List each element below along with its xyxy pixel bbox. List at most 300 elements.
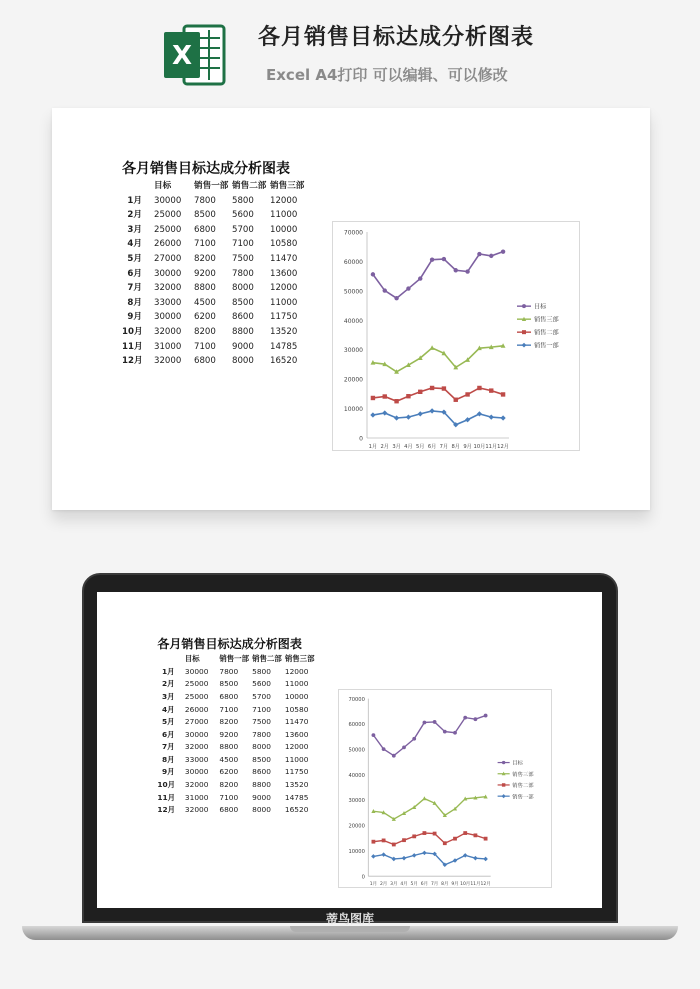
data-point <box>394 399 398 403</box>
data-point <box>382 748 386 752</box>
y-tick-label: 10000 <box>348 849 366 856</box>
data-point <box>477 252 481 256</box>
value-cell: 26000 <box>184 704 209 714</box>
month-cell: 4月 <box>162 704 175 714</box>
value-cell: 7100 <box>232 239 254 250</box>
x-tick-label: 1月 <box>370 882 378 888</box>
y-tick-label: 40000 <box>343 317 363 325</box>
value-cell: 13600 <box>284 729 309 739</box>
table-row <box>157 804 314 817</box>
x-tick-label: 8月 <box>451 444 460 450</box>
value-cell: 8000 <box>232 283 254 294</box>
value-cell: 14785 <box>270 341 298 352</box>
data-point <box>394 296 398 300</box>
page-title: 各月销售目标达成分析图表 <box>258 25 535 50</box>
laptop-brand-label: 蒂鸟图库 <box>325 912 374 926</box>
data-point <box>484 714 488 718</box>
data-point <box>474 718 478 722</box>
x-tick-label: 1月 <box>368 444 378 450</box>
data-point <box>453 859 458 864</box>
data-point <box>413 835 417 839</box>
month-cell: 1月 <box>127 195 142 206</box>
data-point <box>484 837 488 841</box>
value-cell: 8200 <box>194 327 216 337</box>
value-cell: 7100 <box>194 341 216 352</box>
data-point <box>423 721 427 725</box>
column-header: 销售一部 <box>219 654 249 664</box>
table-row <box>157 678 314 691</box>
y-tick-label: 50000 <box>348 747 366 754</box>
table-row <box>157 792 314 805</box>
value-cell: 9000 <box>252 792 271 802</box>
data-point <box>442 386 446 390</box>
value-cell: 8500 <box>252 754 271 764</box>
month-cell: 7月 <box>127 283 142 294</box>
top-line-chart <box>332 221 580 451</box>
value-cell: 16520 <box>270 356 298 367</box>
column-header: 销售三部 <box>284 654 315 664</box>
data-point <box>430 386 434 390</box>
value-cell: 7800 <box>194 195 216 206</box>
data-point <box>406 414 411 419</box>
svg-text:X: X <box>171 41 193 71</box>
data-point <box>418 276 422 280</box>
value-cell: 8200 <box>219 717 239 727</box>
legend-marker <box>502 761 505 764</box>
laptop-screen <box>97 592 602 908</box>
table-row <box>157 754 314 767</box>
y-tick-label: 60000 <box>343 258 363 266</box>
value-cell: 4500 <box>219 754 239 764</box>
legend-marker <box>502 784 505 787</box>
x-tick-label: 7月 <box>431 882 439 888</box>
table-header-row <box>157 653 314 666</box>
data-point <box>430 257 434 261</box>
x-tick-label: 11月 <box>470 882 481 888</box>
x-tick-label: 10月 <box>473 444 486 450</box>
value-cell: 6800 <box>194 356 216 367</box>
value-cell: 12000 <box>284 666 309 676</box>
value-cell: 33000 <box>154 297 182 308</box>
header-corner <box>122 179 150 194</box>
legend-label: 销售一部 <box>512 794 534 801</box>
data-point <box>433 832 437 836</box>
data-point <box>489 414 494 419</box>
x-tick-label: 11月 <box>485 444 498 450</box>
legend-label: 销售三部 <box>534 316 559 324</box>
value-cell: 33000 <box>184 754 209 764</box>
data-point <box>430 345 435 350</box>
value-cell: 5800 <box>252 666 271 676</box>
value-cell: 8800 <box>219 742 239 752</box>
value-cell: 31000 <box>184 792 209 802</box>
y-tick-label: 0 <box>361 874 366 881</box>
sheet-preview <box>52 108 650 510</box>
value-cell: 5600 <box>232 210 254 221</box>
value-cell: 32000 <box>184 742 209 752</box>
data-point <box>433 720 437 724</box>
x-tick-label: 12月 <box>497 444 509 450</box>
y-tick-label: 70000 <box>348 697 366 704</box>
value-cell: 5800 <box>232 195 254 206</box>
month-cell: 3月 <box>162 691 175 701</box>
table-row <box>122 208 304 223</box>
month-cell: 12月 <box>122 356 143 367</box>
series-line <box>373 252 503 299</box>
value-cell: 25000 <box>154 224 182 235</box>
x-tick-label: 6月 <box>421 882 429 888</box>
month-cell: 7月 <box>162 742 175 752</box>
month-cell: 3月 <box>127 224 142 235</box>
data-point <box>443 730 447 734</box>
month-cell: 2月 <box>162 679 175 689</box>
value-cell: 13520 <box>270 327 298 337</box>
table-row <box>122 296 304 311</box>
value-cell: 8500 <box>219 679 239 689</box>
value-cell: 31000 <box>154 341 182 352</box>
data-point <box>463 854 468 859</box>
data-point <box>382 410 387 415</box>
data-point <box>406 286 410 290</box>
table-header-row <box>122 179 304 194</box>
table-row <box>122 194 304 209</box>
table-row <box>157 666 314 679</box>
column-header: 销售二部 <box>252 654 282 664</box>
legend-marker <box>522 330 526 334</box>
data-point <box>402 746 406 750</box>
value-cell: 30000 <box>184 767 209 777</box>
table-row <box>122 223 304 238</box>
x-tick-label: 3月 <box>392 444 401 450</box>
data-point <box>477 411 482 416</box>
legend-marker <box>522 304 526 308</box>
laptop-notch <box>290 926 410 932</box>
value-cell: 32000 <box>154 283 182 294</box>
value-cell: 8800 <box>252 780 271 790</box>
x-tick-label: 6月 <box>427 444 437 450</box>
data-point <box>372 734 376 738</box>
value-cell: 7800 <box>252 729 271 739</box>
value-cell: 13520 <box>284 780 309 790</box>
x-tick-label: 5月 <box>416 444 425 450</box>
data-point <box>394 415 399 420</box>
data-point <box>371 272 375 276</box>
table-row <box>157 741 314 754</box>
value-cell: 7500 <box>252 717 271 727</box>
x-tick-label: 10月 <box>460 882 471 888</box>
y-tick-label: 60000 <box>348 722 366 729</box>
month-cell: 11月 <box>122 341 143 352</box>
month-cell: 11月 <box>157 792 176 802</box>
value-cell: 7100 <box>252 704 271 714</box>
data-point <box>465 269 469 273</box>
data-point <box>412 854 417 859</box>
value-cell: 30000 <box>184 666 209 676</box>
value-cell: 25000 <box>184 679 209 689</box>
value-cell: 7100 <box>219 704 239 714</box>
value-cell: 6200 <box>219 767 239 777</box>
month-cell: 9月 <box>127 312 142 323</box>
y-tick-label: 30000 <box>348 798 366 805</box>
value-cell: 11000 <box>284 679 309 689</box>
data-point <box>392 754 396 758</box>
month-cell: 10月 <box>157 780 176 790</box>
legend-label: 销售二部 <box>512 783 534 790</box>
table-row <box>122 252 304 267</box>
legend-label: 目标 <box>512 761 524 768</box>
value-cell: 11470 <box>270 254 298 264</box>
data-point <box>418 411 423 416</box>
data-point <box>413 737 417 741</box>
x-tick-label: 4月 <box>404 444 413 450</box>
data-point <box>383 394 387 398</box>
value-cell: 8200 <box>219 780 239 790</box>
value-cell: 11750 <box>270 312 298 323</box>
table-row <box>122 340 304 355</box>
month-cell: 8月 <box>162 754 175 764</box>
value-cell: 25000 <box>184 691 209 701</box>
month-cell: 5月 <box>162 717 175 727</box>
data-point <box>418 390 422 394</box>
value-cell: 30000 <box>184 729 209 739</box>
value-cell: 6200 <box>194 312 216 323</box>
table-row <box>157 766 314 779</box>
data-point <box>484 857 489 862</box>
value-cell: 13600 <box>270 268 298 279</box>
value-cell: 32000 <box>184 805 209 815</box>
column-header: 目标 <box>154 181 172 191</box>
series-line <box>374 716 486 756</box>
y-tick-label: 40000 <box>348 773 366 780</box>
y-tick-label: 0 <box>359 435 363 443</box>
value-cell: 6800 <box>219 805 239 815</box>
page-subtitle: Excel A4打印 可以编辑、可以修改 <box>266 66 508 84</box>
month-cell: 6月 <box>162 729 175 739</box>
month-cell: 12月 <box>157 805 176 815</box>
table-row <box>122 237 304 252</box>
value-cell: 11470 <box>284 717 309 727</box>
value-cell: 14785 <box>284 792 309 802</box>
month-cell: 10月 <box>122 327 143 337</box>
value-cell: 27000 <box>184 717 209 727</box>
data-point <box>501 392 505 396</box>
value-cell: 9200 <box>194 268 216 279</box>
x-tick-label: 7月 <box>439 444 449 450</box>
value-cell: 5600 <box>252 679 271 689</box>
data-point <box>464 832 468 836</box>
series-line <box>374 853 486 865</box>
value-cell: 6800 <box>219 691 239 701</box>
data-point <box>500 415 505 420</box>
value-cell: 8000 <box>252 805 271 815</box>
data-point <box>477 386 481 390</box>
data-point <box>474 834 478 838</box>
data-point <box>489 388 493 392</box>
data-point <box>372 840 376 844</box>
series-line <box>373 388 503 401</box>
data-point <box>453 837 457 841</box>
x-tick-label: 4月 <box>400 882 409 888</box>
value-cell: 8600 <box>232 312 254 323</box>
value-cell: 32000 <box>154 327 182 337</box>
data-point <box>454 398 458 402</box>
data-point <box>442 257 446 261</box>
value-cell: 25000 <box>154 210 182 221</box>
data-point <box>501 249 505 253</box>
column-header: 销售三部 <box>270 181 305 191</box>
value-cell: 6800 <box>194 224 216 235</box>
y-tick-label: 30000 <box>343 347 363 355</box>
data-point <box>370 412 375 417</box>
data-point <box>489 254 493 258</box>
value-cell: 7100 <box>194 239 216 250</box>
data-point <box>422 851 427 856</box>
month-cell: 4月 <box>127 239 142 250</box>
top-chart-svg <box>333 222 581 452</box>
value-cell: 11000 <box>270 297 298 308</box>
legend-marker <box>522 343 527 348</box>
value-cell: 26000 <box>154 239 182 250</box>
y-tick-label: 10000 <box>343 406 363 414</box>
data-point <box>423 797 427 801</box>
value-cell: 11000 <box>270 210 298 221</box>
value-cell: 11000 <box>284 754 309 764</box>
table-row <box>157 729 314 742</box>
value-cell: 16520 <box>284 805 309 815</box>
month-cell: 8月 <box>127 297 142 308</box>
value-cell: 12000 <box>270 195 298 206</box>
data-point <box>454 268 458 272</box>
value-cell: 7800 <box>219 666 239 676</box>
x-tick-label: 2月 <box>380 444 389 450</box>
table-row <box>157 691 314 704</box>
value-cell: 8500 <box>194 210 216 221</box>
value-cell: 9200 <box>219 729 239 739</box>
series-line <box>374 833 486 844</box>
month-cell: 2月 <box>127 210 142 221</box>
value-cell: 8500 <box>232 297 254 308</box>
value-cell: 7800 <box>232 268 254 279</box>
series-line <box>373 411 503 425</box>
value-cell: 8200 <box>194 254 216 264</box>
data-point <box>392 857 397 862</box>
legend-marker <box>502 794 506 798</box>
x-tick-label: 8月 <box>441 882 449 888</box>
value-cell: 5700 <box>252 691 271 701</box>
legend-label: 销售一部 <box>534 342 559 350</box>
laptop-sheet-title: 各月销售目标达成分析图表 <box>157 637 302 652</box>
table-row <box>122 325 304 340</box>
month-cell: 1月 <box>162 666 175 676</box>
table-row <box>122 354 304 369</box>
data-point <box>423 832 427 836</box>
value-cell: 10580 <box>270 239 298 250</box>
value-cell: 8000 <box>232 356 254 367</box>
table-row <box>122 310 304 325</box>
month-cell: 6月 <box>127 268 142 279</box>
x-tick-label: 5月 <box>410 882 419 888</box>
data-point <box>465 417 470 422</box>
data-point <box>429 408 434 413</box>
table-row <box>122 281 304 296</box>
table-row <box>122 267 304 282</box>
value-cell: 7500 <box>232 254 254 264</box>
value-cell: 4500 <box>194 297 216 308</box>
value-cell: 12000 <box>284 742 309 752</box>
month-cell: 9月 <box>162 767 175 777</box>
data-point <box>392 843 396 847</box>
x-tick-label: 9月 <box>463 444 472 450</box>
value-cell: 9000 <box>232 341 254 352</box>
data-point <box>402 856 407 861</box>
column-header: 目标 <box>184 654 200 664</box>
x-tick-label: 3月 <box>390 882 398 888</box>
data-point <box>453 731 457 735</box>
month-cell: 5月 <box>127 254 142 264</box>
data-point <box>382 853 387 858</box>
data-point <box>465 392 469 396</box>
x-tick-label: 9月 <box>451 882 460 888</box>
laptop-line-chart <box>338 689 552 887</box>
data-point <box>382 839 386 843</box>
x-tick-label: 12月 <box>480 882 492 888</box>
y-tick-label: 20000 <box>343 376 363 384</box>
value-cell: 12000 <box>270 283 298 294</box>
value-cell: 27000 <box>154 254 182 264</box>
data-point <box>464 716 468 720</box>
data-point <box>473 856 478 861</box>
column-header: 销售一部 <box>194 181 229 191</box>
y-tick-label: 70000 <box>343 229 363 237</box>
top-sheet-title: 各月销售目标达成分析图表 <box>122 161 290 177</box>
value-cell: 30000 <box>154 195 182 206</box>
value-cell: 8800 <box>194 283 216 294</box>
y-tick-label: 50000 <box>343 288 363 296</box>
value-cell: 10000 <box>284 691 309 701</box>
column-header: 销售二部 <box>232 181 267 191</box>
table-row <box>157 704 314 717</box>
data-point <box>383 288 387 292</box>
value-cell: 8800 <box>232 327 254 337</box>
value-cell: 8000 <box>252 742 271 752</box>
value-cell: 8600 <box>252 767 271 777</box>
y-tick-label: 20000 <box>348 824 366 831</box>
legend-label: 销售三部 <box>512 772 534 779</box>
table-row <box>157 779 314 792</box>
series-line <box>374 797 486 819</box>
data-point <box>406 394 410 398</box>
value-cell: 11750 <box>284 767 309 777</box>
data-point <box>371 396 375 400</box>
value-cell: 32000 <box>154 356 182 367</box>
value-cell: 30000 <box>154 312 182 323</box>
header-corner <box>157 653 181 666</box>
value-cell: 10000 <box>270 224 298 235</box>
value-cell: 32000 <box>184 780 209 790</box>
laptop-chart-svg <box>339 690 553 888</box>
value-cell: 30000 <box>154 268 182 279</box>
value-cell: 10580 <box>284 704 309 714</box>
legend-label: 销售二部 <box>534 329 559 337</box>
data-point <box>443 842 447 846</box>
data-point <box>402 839 406 843</box>
value-cell: 5700 <box>232 224 254 235</box>
value-cell: 7100 <box>219 792 239 802</box>
excel-logo-icon <box>162 22 228 88</box>
table-row <box>157 716 314 729</box>
data-point <box>371 855 376 860</box>
legend-label: 目标 <box>534 303 547 311</box>
